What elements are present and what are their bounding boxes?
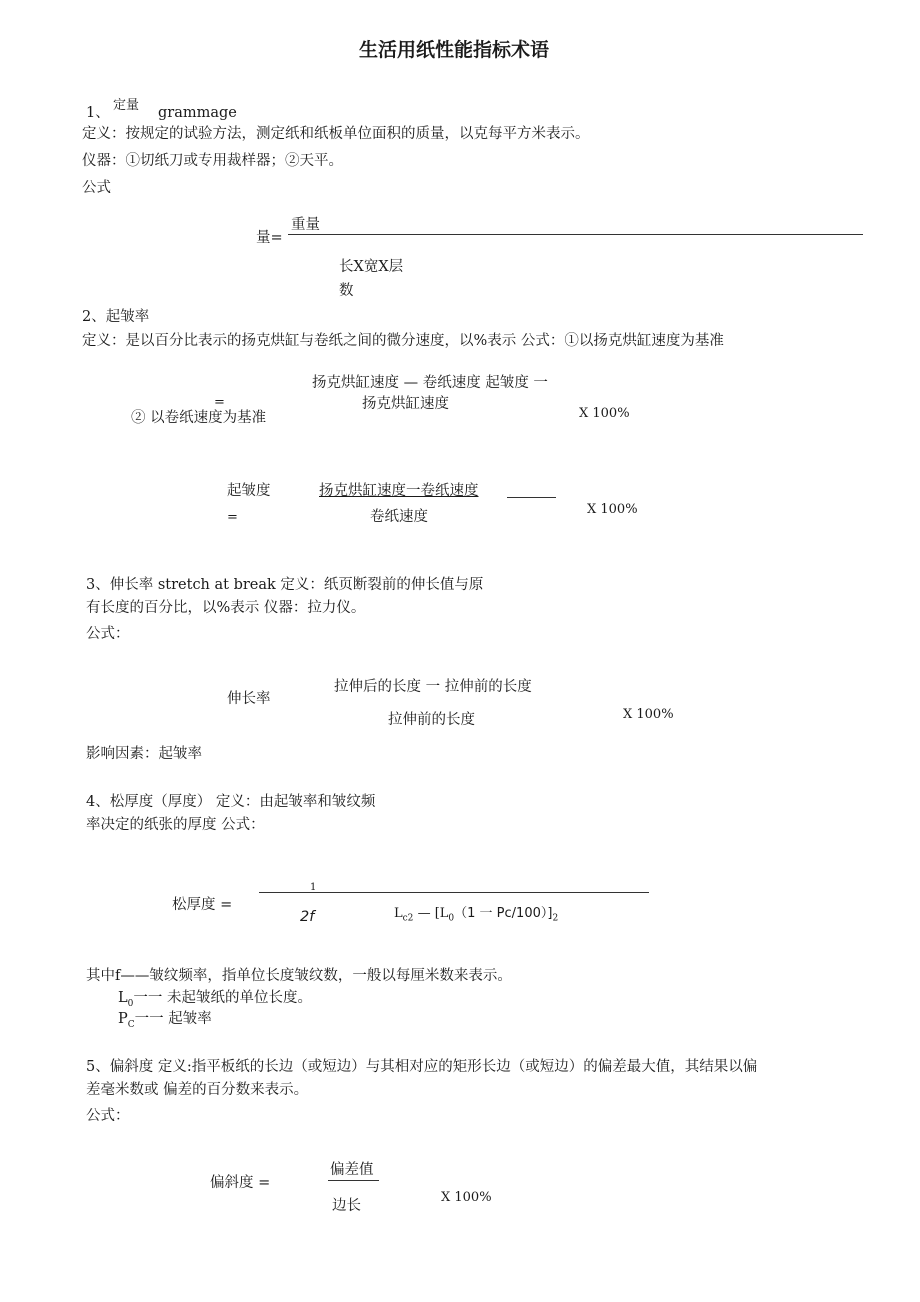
s4-where-Pc-symbol: P	[118, 1011, 128, 1027]
s3-formula-label: 公式：	[86, 626, 130, 642]
s4-expr-L: L	[394, 906, 403, 921]
s1-formula-lhs: 量=	[256, 230, 283, 246]
s5-formula-denominator: 边长	[332, 1198, 361, 1214]
s4-formula-lhs: 松厚度 =	[172, 897, 233, 913]
s3-formula-numerator: 拉伸后的长度 一 拉伸前的长度	[334, 679, 532, 695]
s5-formula-lhs: 偏斜度 =	[210, 1175, 271, 1191]
s4-expr-L0-sub: 0	[448, 913, 455, 924]
s4-expr-mid: — [L	[417, 906, 449, 921]
s3-influencing-factors: 影响因素：起皱率	[86, 746, 202, 762]
page-title: 生活用纸性能指标术语	[359, 39, 550, 61]
s5-line2: 差毫米数或 偏差的百分数来表示。	[86, 1082, 309, 1098]
s4-line2: 率决定的纸张的厚度 公式：	[86, 817, 265, 833]
s4-where-Pc-text: 一一 起皱率	[134, 1011, 212, 1027]
s4-expr-square: 2	[552, 913, 559, 924]
s4-where-L0-symbol: L	[118, 990, 128, 1006]
s1-instruments: 仪器：①切纸刀或专用裁样器；②天平。	[82, 153, 343, 169]
s4-expr-L-sub: c2	[402, 913, 414, 924]
s1-formula-numerator: 重量	[291, 217, 320, 233]
s4-expr-rest: （1 一 Pc/100）]	[454, 906, 553, 921]
s3-line2: 有长度的百分比，以%表示 仪器：拉力仪。	[86, 600, 366, 616]
s4-where-f: 其中f——皱纹频率，指单位长度皱纹数，一般以每厘米数来表示。	[86, 968, 512, 984]
s4-denominator-expression	[394, 905, 558, 928]
s1-heading-number: 1、	[86, 105, 110, 121]
s2-f1-numerator: 扬克烘缸速度 — 卷纸速度 起皱度 一	[312, 375, 548, 391]
s4-heading: 4、松厚度（厚度） 定义：由起皱率和皱纹频	[86, 794, 376, 810]
s2-definition: 定义：是以百分比表示的扬克烘缸与卷纸之间的微分速度，以%表示 公式：①以扬克烘缸速度为基准	[82, 333, 724, 349]
s2-f2-numerator: 扬克烘缸速度一卷纸速度	[319, 483, 479, 499]
s2-heading: 2、起皱率	[82, 309, 150, 325]
s3-heading: 3、伸长率 stretch at break 定义：纸页断裂前的伸长值与原	[86, 577, 484, 593]
s2-f1-basis2: ② 以卷纸速度为基准	[131, 410, 267, 426]
s1-formula-denominator-line1: 长X宽X层	[339, 259, 404, 275]
s2-f2-denominator: 卷纸速度	[370, 509, 428, 525]
s2-f2-fraction-bar	[507, 497, 556, 498]
s2-f2-lhs: 起皱度	[227, 483, 271, 499]
s2-f1-equals: =	[214, 395, 225, 410]
s2-f1-times: X 100%	[579, 406, 630, 421]
s5-fraction-bar	[328, 1180, 379, 1181]
s1-heading-char: 定量	[113, 98, 140, 113]
s2-f2-equals: =	[227, 510, 238, 525]
s4-where-Pc	[118, 1010, 212, 1034]
s1-heading-english: grammage	[158, 105, 237, 121]
s1-formula-label: 公式	[82, 180, 111, 196]
s4-fraction-bar	[259, 892, 649, 893]
s1-definition: 定义：按规定的试验方法，测定纸和纸板单位面积的质量，以克每平方米表示。	[82, 126, 590, 142]
s2-f2-times: X 100%	[587, 502, 638, 517]
s4-numerator-mark: 1	[310, 882, 317, 893]
s5-formula-numerator: 偏差值	[330, 1162, 374, 1178]
s1-fraction-bar	[288, 234, 863, 235]
s1-formula-denominator-line2: 数	[339, 283, 354, 299]
s4-denominator-2f: 2f	[300, 909, 315, 925]
s3-formula-times: X 100%	[623, 707, 674, 722]
s3-formula-denominator: 拉伸前的长度	[388, 712, 475, 728]
s3-formula-lhs: 伸长率	[227, 691, 271, 707]
s4-where-L0-sub: 0	[127, 998, 134, 1009]
s5-line1: 5、偏斜度 定义:指平板纸的长边（或短边）与其相对应的矩形长边（或短边）的偏差最大值，其结果以偏	[86, 1059, 758, 1075]
s5-formula-times: X 100%	[441, 1190, 492, 1205]
s5-formula-label: 公式：	[86, 1108, 130, 1124]
s2-f1-denominator: 扬克烘缸速度	[362, 396, 449, 412]
s4-where-Pc-sub: C	[127, 1019, 135, 1030]
s4-where-L0-text: 一一 未起皱纸的单位长度。	[133, 990, 312, 1006]
